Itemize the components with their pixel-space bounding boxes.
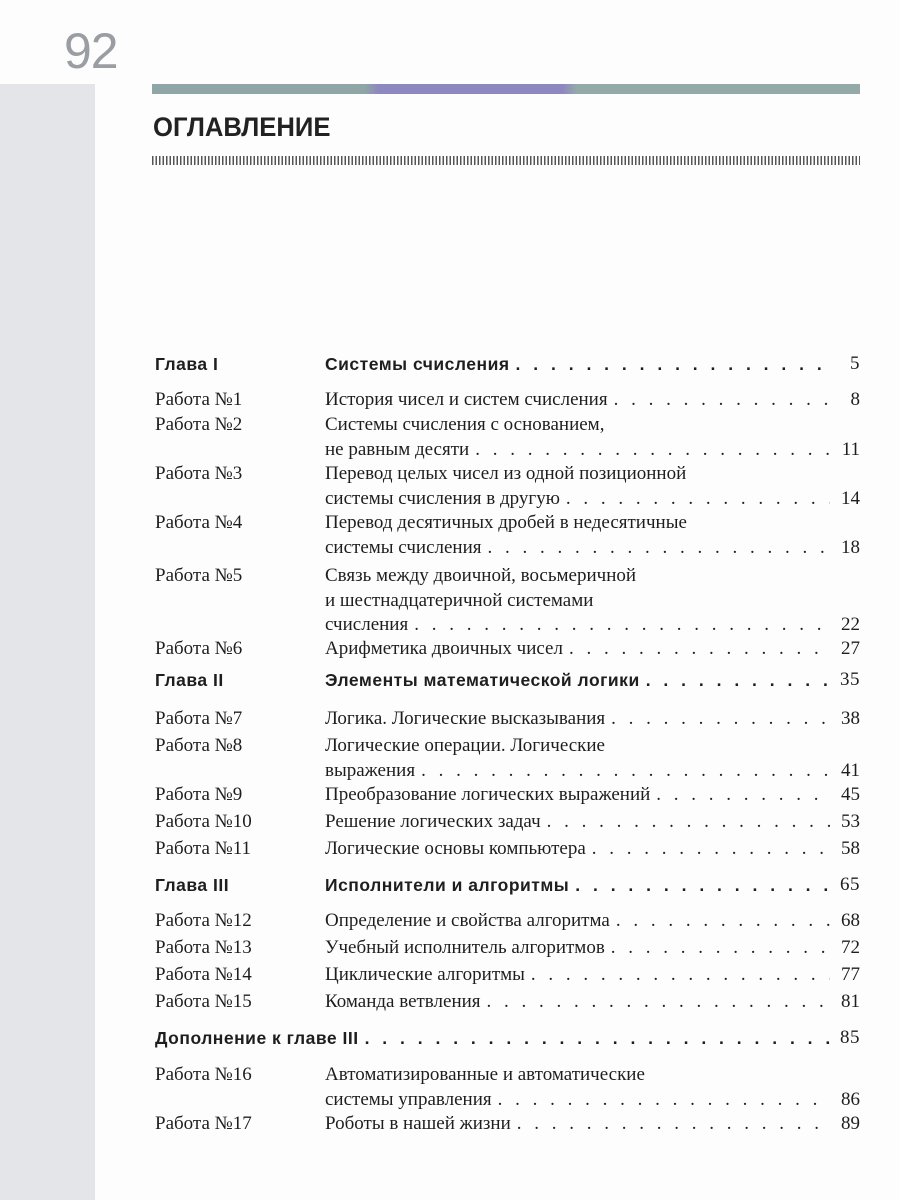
toc-entry-label: Работа №8 [155,735,243,756]
toc-page-number: 45 [841,784,860,805]
toc-page-number: 27 [841,638,860,659]
dot-leader [569,637,830,662]
toc-entry-label: Работа №9 [155,784,243,805]
dot-leader [498,1088,830,1113]
dot-leader [487,990,830,1015]
toc-entry-label: Работа №15 [155,991,252,1012]
page-number: 92 [64,23,118,79]
toc-entry-title: Определение и свойства алгоритма [325,910,610,931]
toc-entry-title: Циклические алгоритмы [325,964,525,985]
dot-leader [517,1112,830,1137]
dot-leader [611,707,830,732]
toc-page-number: 65 [840,874,860,895]
dot-leader [611,936,830,961]
dot-leader [414,613,830,638]
toc-page-number: 85 [840,1027,860,1048]
toc-page-number: 8 [850,389,860,410]
dot-leader [614,388,830,413]
toc-page-number: 89 [841,1113,860,1134]
dot-leader [475,438,830,463]
title-underline [152,156,860,165]
dot-leader [646,668,830,693]
dot-leader [531,963,830,988]
toc-entry-label: Работа №6 [155,638,243,659]
toc-entry-label: Работа №3 [155,463,243,484]
dot-leader [421,759,830,784]
toc-page-number: 41 [841,759,860,781]
toc-entry-title: Логические операции. Логические [325,735,605,756]
toc-entry-title: Автоматизированные и автоматические [325,1064,645,1085]
toc-entry-label: Глава III [155,875,230,895]
dot-leader [547,810,830,835]
toc-entry-label: Глава II [155,670,224,690]
toc-entry-title: Роботы в нашей жизни [325,1113,511,1134]
toc-page-number: 58 [841,838,860,859]
toc-entry-title: Элементы математической логики [325,670,640,690]
dot-leader [566,487,830,512]
toc-entry-title: Перевод десятичных дробей в недесятичные [325,512,687,533]
dot-leader [488,536,830,561]
dot-leader [365,1026,830,1051]
toc-entry-title: История чисел и систем счисления [325,389,608,410]
header-rule [152,84,860,94]
toc-entry-label: Работа №1 [155,389,243,410]
toc-entry-title: Логические основы компьютера [325,838,586,859]
toc-entry-title: Системы счисления [325,354,510,374]
toc-entry-title: системы счисления в другую [325,487,560,509]
toc-entry-label: Работа №5 [155,565,243,586]
dot-leader [656,783,830,808]
toc-page-number: 77 [841,964,860,985]
dot-leader [575,873,830,898]
dot-leader [516,352,830,377]
toc-entry-label: Глава I [155,354,219,374]
toc-entry-title: Дополнение к главе III [155,1028,359,1048]
toc-entry-title: счисления [325,614,409,635]
dot-leader [592,837,830,862]
toc-entry-title: системы счисления [325,536,482,558]
toc-entry-label: Работа №2 [155,414,243,435]
toc-entry-label: Работа №12 [155,910,252,931]
toc-entry-title: Связь между двоичной, восьмеричной [325,565,637,586]
toc-entry-label: Работа №16 [155,1064,252,1085]
toc-page-number: 53 [841,811,860,832]
toc-entry-label: Работа №4 [155,512,243,533]
toc-entry-title: Исполнители и алгоритмы [325,875,570,895]
toc-page-number: 22 [841,614,860,635]
toc-page-number: 68 [841,910,860,931]
toc-page-number: 18 [841,536,860,558]
page-title: ОГЛАВЛЕНИЕ [153,112,331,142]
toc-entry-title: Команда ветвления [325,991,481,1012]
toc-entry-title: не равным десяти [325,438,470,460]
toc-entry-label: Работа №10 [155,811,252,832]
dot-leader [616,909,830,934]
toc-entry-title: Арифметика двоичных чисел [325,638,563,659]
toc-entry-label: Работа №14 [155,964,252,985]
toc-entry-title: Учебный исполнитель алгоритмов [325,937,605,958]
toc-entry-title: системы управления [325,1088,492,1110]
toc-entry-title: Решение логических задач [325,811,541,832]
toc-page-number: 72 [841,937,860,958]
toc-page-number: 86 [841,1088,860,1110]
toc-entry-title: и шестнадцатеричной системами [325,589,594,611]
toc-entry-title: выражения [325,759,416,781]
toc-entry-title: Преобразование логических выражений [325,784,651,805]
toc-entry-title: Логика. Логические высказывания [325,708,606,729]
toc-entry-label: Работа №13 [155,937,252,958]
toc-entry-label: Работа №11 [155,838,252,859]
toc-page-number: 5 [850,353,860,374]
toc-page-number: 81 [841,991,860,1012]
toc-page-number: 35 [840,669,860,690]
toc-entry-label: Работа №17 [155,1113,252,1134]
toc-entry-label: Работа №7 [155,708,243,729]
toc-page-number: 38 [841,708,860,729]
toc-entry-title: Перевод целых чисел из одной позиционной [325,463,687,484]
toc-entry-title: Системы счисления с основанием, [325,414,605,435]
margin-strip [0,84,95,1200]
toc-page-number: 11 [841,438,860,460]
toc-page-number: 14 [841,487,860,509]
